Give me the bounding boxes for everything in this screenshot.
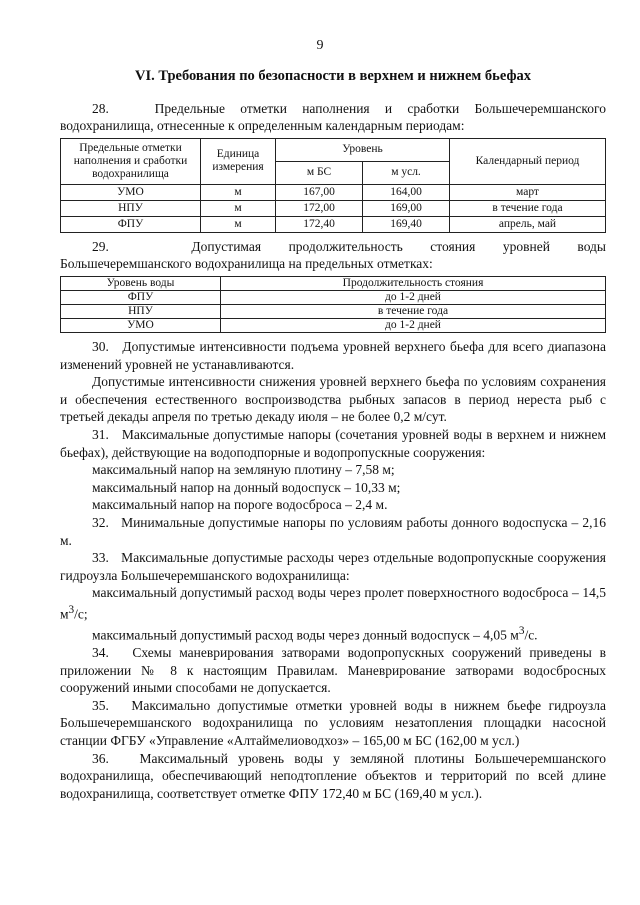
cell-usl: 169,40 [363, 216, 450, 232]
header-m-usl: м усл. [363, 161, 450, 184]
header-water-level: Уровень воды [61, 276, 221, 290]
paragraph-33: 33. Максимальные допустимые расходы через отдельные водопропускные сооружения гидроузла Большечеремшанского водохранилища: [60, 550, 606, 583]
paragraph-31-b: максимальный напор на донный водоспуск – 10,33 м; [92, 479, 401, 495]
header-m-bs: м БС [276, 161, 363, 184]
page-number: 9 [316, 38, 324, 53]
cell-level: УМО [61, 318, 221, 332]
superscript-3: 3 [68, 603, 75, 616]
cell-bs: 172,40 [276, 216, 363, 232]
paragraph-33-b-text: максимальный допустимый расход воды через донный водоспуск – 4,05 м [92, 627, 519, 643]
table-row [61, 304, 606, 318]
table-row [61, 216, 606, 232]
paragraph-33-a [60, 584, 606, 623]
paragraph-32: 32. Минимальные допустимые напоры по условиям работы донного водоспуска – 2,16 м. [60, 514, 606, 548]
cell-mark: ФПУ [61, 216, 201, 232]
cell-mark: УМО [61, 184, 201, 200]
paragraph-31: 31. Максимальные допустимые напоры (сочетания уровней воды в верхнем и нижнем бьефах), действующие на водоподпорные и водопропускные сооружения: [60, 426, 606, 460]
cell-level: НПУ [61, 304, 221, 318]
paragraph-30: 30. Допустимые интенсивности подъема уровней верхнего бьефа для всего диапазона изменений уровней не устанавливаются. [60, 338, 606, 372]
paragraph-31-a: максимальный напор на земляную плотину – 7,58 м; [92, 462, 395, 478]
cell-level: ФПУ [61, 290, 221, 304]
paragraph-36: 36. Максимальный уровень воды у земляной плотины Большечеремшанского водохранилища, обеспечивающий неподтопление объектов и территорий по всей длине водохранилища, соответствует отметке ФПУ 172,40 м БС (169,40 м усл.). [60, 750, 606, 801]
header-calendar-period: Календарный период [450, 138, 606, 184]
paragraph-28: 28. Предельные отметки наполнения и сработки Большечеремшанского водохранилища, отнесенные к определенным календарным периодам: [60, 100, 606, 134]
table-row [61, 318, 606, 332]
paragraph-33-a-end: /с; [74, 606, 88, 622]
cell-unit: м [201, 216, 276, 232]
cell-bs: 172,00 [276, 200, 363, 216]
header-unit: Единица измерения [201, 138, 276, 184]
paragraph-35: 35. Максимально допустимые отметки уровней воды в нижнем бьефе гидроузла Большечеремшанского водохранилища по условиям незатопления площадки насосной станции ФГБУ «Управление «Алтаймелиоводхоз» – 165,00 м БС (162,00 м усл.) [60, 697, 606, 749]
limit-levels-table [60, 138, 606, 233]
paragraph-34: 34. Схемы маневрирования затворами водопропускных сооружений приведены в приложении № 8 к настоящим Правилам. Маневрирование затворами водосбросных сооружений иными способами не допускается. [60, 645, 606, 696]
table-row [61, 200, 606, 216]
cell-mark: НПУ [61, 200, 201, 216]
paragraph-29-line2: Большечеремшанского водохранилища на предельных отметках: [60, 256, 433, 272]
section-heading: VI. Требования по безопасности в верхнем и нижнем бьефах [135, 68, 531, 84]
paragraph-33-b-end: /с. [524, 627, 538, 643]
cell-duration: в течение года [221, 304, 606, 318]
table-row [61, 290, 606, 304]
cell-usl: 169,00 [363, 200, 450, 216]
table-row [61, 184, 606, 200]
paragraph-29-line1: 29. Допустимая продолжительность стояния уровней воды [92, 238, 606, 254]
duration-table [60, 276, 606, 333]
page-content [60, 68, 606, 802]
cell-usl: 164,00 [363, 184, 450, 200]
cell-period: март [450, 184, 606, 200]
cell-bs: 167,00 [276, 184, 363, 200]
cell-duration: до 1-2 дней [221, 318, 606, 332]
superscript-3: 3 [518, 624, 525, 637]
cell-unit: м [201, 184, 276, 200]
paragraph-33-b [60, 623, 606, 644]
header-limit-marks: Предельные отметки наполнения и сработки водохранилища [61, 138, 201, 184]
paragraph-33-a-text: максимальный допустимый расход воды через пролет поверхностного водосброса – 14,5 м [60, 585, 606, 622]
cell-period: апрель, май [450, 216, 606, 232]
cell-duration: до 1-2 дней [221, 290, 606, 304]
paragraph-30-b: Допустимые интенсивности снижения уровней верхнего бьефа по условиям сохранения и обеспечения естественного воспроизводства рыбных запасов в период нереста рыб с третьей декады апреля по третью декаду июля – не более 0,2 м/сут. [60, 374, 606, 425]
header-duration: Продолжительность стояния [221, 276, 606, 290]
paragraph-31-c: максимальный напор на пороге водосброса – 2,4 м. [92, 497, 388, 513]
header-level: Уровень [276, 138, 450, 161]
cell-period: в течение года [450, 200, 606, 216]
cell-unit: м [201, 200, 276, 216]
